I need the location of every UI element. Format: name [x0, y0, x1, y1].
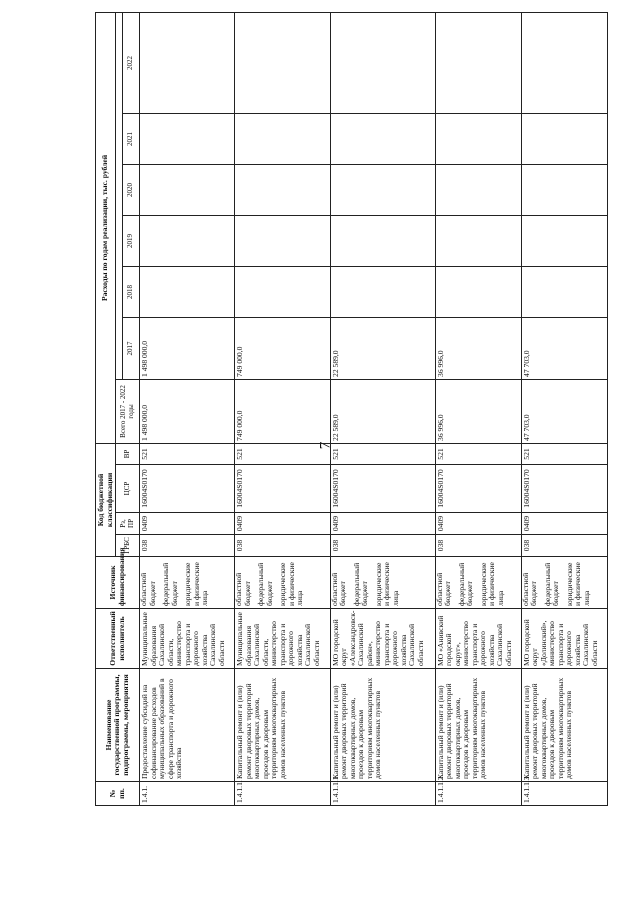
row-num: 1.4.1.1.3. [521, 782, 607, 806]
header-year-2018: 2018 [123, 266, 140, 317]
row-grbs: 038 [235, 535, 330, 557]
row-rzpr: 0409 [521, 513, 607, 535]
row-vr: 521 [140, 443, 235, 464]
row-name: Капитальный ремонт и (или) ремонт дворовых территорий многоквартирных домов, проездов к дворовым территориям многоквартирных домов населенных пунктов [235, 669, 330, 782]
budget-table-sheet [95, 13, 608, 806]
header-year-2021: 2021 [123, 113, 140, 164]
row-sources [235, 557, 330, 609]
row-vr: 521 [330, 443, 435, 464]
row-rzpr: 0409 [330, 513, 435, 535]
row-total: 1 498 000,0 [140, 379, 235, 443]
row-num: 1.4.1. [140, 782, 235, 806]
row-sources [330, 557, 435, 609]
row-name: Капитальный ремонт и (или) ремонт дворовых территорий многоквартирных домов, проездов к дворовым территориям многоквартирных домов населенных пунктов [330, 669, 435, 782]
row-grbs: 038 [435, 535, 521, 557]
source-regional: областной бюджет [139, 572, 157, 606]
row-vr: 521 [435, 443, 521, 464]
row-vr: 521 [521, 443, 607, 464]
source-regional: областной бюджет [329, 572, 348, 606]
row-sources [435, 557, 521, 609]
header-expenses: Расходы по годам реализации, тыс. рублей [96, 12, 116, 443]
row-grbs: 038 [521, 535, 607, 557]
source-regional: областной бюджет [520, 572, 539, 606]
source-federal: федеральный бюджет [161, 562, 179, 606]
row-name: Предоставление субсидий на софинансирование расходов муниципальных образований в сфере транспорта и дорожного хозяйства [140, 669, 235, 782]
row-num: 1.4.1.1. [235, 782, 330, 806]
table-row [521, 12, 607, 805]
header-vr: ВР [116, 443, 140, 464]
row-csr: 16004S0170 [521, 465, 607, 513]
row-sources [521, 557, 607, 609]
source-federal: федеральный бюджет [256, 562, 274, 606]
row-sources [140, 557, 235, 609]
row-num: 1.4.1.1.2. [435, 782, 521, 806]
header-budget-codes: Код бюджетной классификации [96, 443, 116, 556]
source-regional: областной бюджет [234, 572, 252, 606]
row-executor: МО городской округ «Александровск-Сахалинский район», министерство транспорта и дорожного хозяйства Сахалинской области [330, 609, 435, 669]
source-federal: федеральный бюджет [542, 562, 561, 606]
row-num: 1.4.1.1.1. [330, 782, 435, 806]
budget-table [95, 12, 608, 806]
row-2017: 1 498 000,0 [140, 317, 235, 379]
row-executor: Муниципальные образования Сахалинской области, министерство транспорта и дорожного хозяйства Сахалинской области [235, 609, 330, 669]
header-num: № пп. [96, 782, 140, 806]
source-legal: юридические и физические лица [373, 562, 400, 606]
header-executor: Ответственный исполнитель [96, 609, 140, 669]
source-federal: федеральный бюджет [456, 562, 475, 606]
header-source: Источник финансирования [96, 557, 140, 609]
row-csr: 16004S0170 [435, 465, 521, 513]
row-vr: 521 [235, 443, 330, 464]
header-name: Наименование государственной программы, подпрограммы, мероприятия [96, 669, 140, 782]
source-legal: юридические и физические лица [564, 562, 591, 606]
source-regional: областной бюджет [434, 572, 453, 606]
header-year-2017: 2017 [123, 317, 140, 379]
row-csr: 16004S0170 [140, 465, 235, 513]
row-executor: Муниципальные образования Сахалинской области, министерство транспорта и дорожного хозяйства Сахалинской области [140, 609, 235, 669]
row-total: 22 589,0 [330, 379, 435, 443]
row-executor: МО городской округ «Долинский», министерство транспорта и дорожного хозяйства Сахалинской области [521, 609, 607, 669]
table-row [235, 12, 330, 805]
table-row [330, 12, 435, 805]
row-total: 36 996,0 [435, 379, 521, 443]
source-federal: федеральный бюджет [351, 562, 370, 606]
source-legal: юридические и физические лица [183, 562, 209, 606]
header-total: Всего 2017 - 2022 годы [116, 379, 140, 443]
table-row [435, 12, 521, 805]
source-legal: юридические и физические лица [278, 562, 305, 606]
page-number: 7 [317, 441, 334, 450]
row-2017: 36 996,0 [435, 317, 521, 379]
row-total: 749 000,0 [235, 379, 330, 443]
row-2017: 47 703,0 [521, 317, 607, 379]
row-2017: 749 000,0 [235, 317, 330, 379]
row-grbs: 038 [330, 535, 435, 557]
row-rzpr: 0409 [435, 513, 521, 535]
row-total: 47 703,0 [521, 379, 607, 443]
header-rz-pr: Рз, ПР [116, 513, 140, 535]
row-grbs: 038 [140, 535, 235, 557]
row-2017: 22 589,0 [330, 317, 435, 379]
table-row [140, 12, 235, 805]
row-executor: МО «Анивский городской округ», министерство транспорта и дорожного хозяйства Сахалинской области [435, 609, 521, 669]
row-name: Капитальный ремонт и (или) ремонт дворовых территорий многоквартирных домов, проездов к дворовым территориям многоквартирных домов населенных пунктов [521, 669, 607, 782]
header-year-2022: 2022 [123, 12, 140, 113]
row-csr: 16004S0170 [330, 465, 435, 513]
header-csr: ЦСР [116, 465, 140, 513]
row-csr: 16004S0170 [235, 465, 330, 513]
row-name: Капитальный ремонт и (или) ремонт дворовых территорий многоквартирных домов, проездов к дворовым территориям многоквартирных домов населенных пунктов [435, 669, 521, 782]
header-year-2020: 2020 [123, 164, 140, 215]
row-rzpr: 0409 [235, 513, 330, 535]
row-rzpr: 0409 [140, 513, 235, 535]
source-legal: юридические и физические лица [478, 562, 505, 606]
header-grbs: ГРБС [116, 535, 140, 557]
header-year-2019: 2019 [123, 215, 140, 266]
